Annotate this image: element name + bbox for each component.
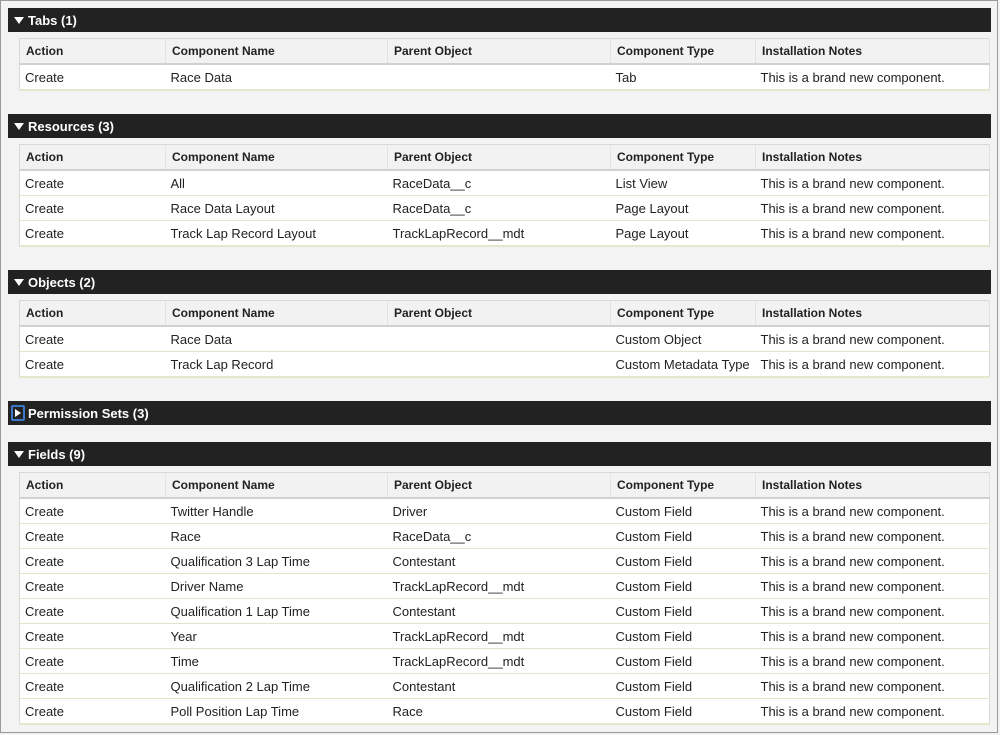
components-table-tabs xyxy=(19,38,990,91)
expand-triangle-icon[interactable] xyxy=(8,401,26,425)
table-row xyxy=(20,498,990,524)
component-name-cell: Race xyxy=(166,524,388,549)
table-header-row xyxy=(20,301,990,327)
action-cell: Create xyxy=(20,699,166,725)
collapse-triangle-icon[interactable] xyxy=(8,8,26,32)
action-cell: Create xyxy=(20,352,166,378)
section-header-objects[interactable] xyxy=(8,270,991,294)
component-name-cell: Time xyxy=(166,649,388,674)
parent-object-cell: Race xyxy=(388,699,611,725)
table-row xyxy=(20,524,990,549)
table-header-row xyxy=(20,145,990,171)
action-cell: Create xyxy=(20,498,166,524)
parent-object-cell: RaceData__c xyxy=(388,196,611,221)
parent-object-header: Parent Object xyxy=(388,39,611,65)
table-row xyxy=(20,326,990,352)
component-type-header: Component Type xyxy=(611,145,756,171)
parent-object-header: Parent Object xyxy=(388,473,611,499)
component-type-cell: Custom Field xyxy=(611,498,756,524)
component-name-cell: Qualification 2 Lap Time xyxy=(166,674,388,699)
component-type-cell: Custom Field xyxy=(611,549,756,574)
component-type-cell: Custom Field xyxy=(611,574,756,599)
section-title: Objects (2) xyxy=(28,274,96,290)
component-name-cell: Year xyxy=(166,624,388,649)
parent-object-cell: TrackLapRecord__mdt xyxy=(388,221,611,247)
section-title: Fields (9) xyxy=(28,446,86,462)
table-row xyxy=(20,624,990,649)
component-name-header: Component Name xyxy=(166,39,388,65)
parent-object-cell: Contestant xyxy=(388,549,611,574)
action-cell: Create xyxy=(20,196,166,221)
component-name-cell: All xyxy=(166,170,388,196)
components-table-fields xyxy=(19,472,990,725)
action-header: Action xyxy=(20,39,166,65)
installation-notes-header: Installation Notes xyxy=(756,301,990,327)
component-type-header: Component Type xyxy=(611,39,756,65)
component-type-cell: Page Layout xyxy=(611,221,756,247)
action-cell: Create xyxy=(20,674,166,699)
installation-notes-cell: This is a brand new component. xyxy=(756,498,990,524)
component-type-header: Component Type xyxy=(611,473,756,499)
components-table-resources xyxy=(19,144,990,247)
component-name-cell: Race Data xyxy=(166,64,388,90)
parent-object-cell: RaceData__c xyxy=(388,524,611,549)
component-name-cell: Qualification 3 Lap Time xyxy=(166,549,388,574)
component-name-cell: Qualification 1 Lap Time xyxy=(166,599,388,624)
component-type-cell: Page Layout xyxy=(611,196,756,221)
action-cell: Create xyxy=(20,524,166,549)
table-row xyxy=(20,64,990,90)
component-type-cell: List View xyxy=(611,170,756,196)
section-fields xyxy=(8,442,991,725)
parent-object-cell: TrackLapRecord__mdt xyxy=(388,624,611,649)
installation-notes-cell: This is a brand new component. xyxy=(756,524,990,549)
installation-notes-cell: This is a brand new component. xyxy=(756,196,990,221)
component-type-cell: Custom Field xyxy=(611,524,756,549)
section-permission-sets xyxy=(8,401,991,425)
parent-object-cell xyxy=(388,64,611,90)
section-tabs xyxy=(8,8,991,91)
action-cell: Create xyxy=(20,574,166,599)
collapse-triangle-icon[interactable] xyxy=(8,442,26,466)
action-cell: Create xyxy=(20,549,166,574)
action-cell: Create xyxy=(20,649,166,674)
table-row xyxy=(20,599,990,624)
action-cell: Create xyxy=(20,221,166,247)
table-row xyxy=(20,699,990,725)
table-row xyxy=(20,674,990,699)
action-cell: Create xyxy=(20,599,166,624)
component-name-cell: Track Lap Record Layout xyxy=(166,221,388,247)
table-row xyxy=(20,221,990,247)
component-name-header: Component Name xyxy=(166,473,388,499)
table-row xyxy=(20,549,990,574)
installation-notes-header: Installation Notes xyxy=(756,145,990,171)
section-header-permission-sets[interactable] xyxy=(8,401,991,425)
parent-object-cell: RaceData__c xyxy=(388,170,611,196)
table-row xyxy=(20,649,990,674)
installation-notes-cell: This is a brand new component. xyxy=(756,549,990,574)
component-type-cell: Custom Field xyxy=(611,599,756,624)
component-name-cell: Driver Name xyxy=(166,574,388,599)
section-header-tabs[interactable] xyxy=(8,8,991,32)
components-table-objects xyxy=(19,300,990,378)
action-cell: Create xyxy=(20,326,166,352)
installation-notes-cell: This is a brand new component. xyxy=(756,599,990,624)
installation-notes-cell: This is a brand new component. xyxy=(756,674,990,699)
action-cell: Create xyxy=(20,624,166,649)
component-type-cell: Custom Metadata Type xyxy=(611,352,756,378)
component-type-cell: Custom Field xyxy=(611,624,756,649)
table-row xyxy=(20,170,990,196)
parent-object-header: Parent Object xyxy=(388,301,611,327)
table-header-row xyxy=(20,39,990,65)
installation-notes-cell: This is a brand new component. xyxy=(756,221,990,247)
component-type-cell: Custom Field xyxy=(611,674,756,699)
action-cell: Create xyxy=(20,170,166,196)
installation-notes-cell: This is a brand new component. xyxy=(756,352,990,378)
installation-notes-cell: This is a brand new component. xyxy=(756,699,990,725)
component-name-cell: Track Lap Record xyxy=(166,352,388,378)
component-type-cell: Custom Object xyxy=(611,326,756,352)
section-header-resources[interactable] xyxy=(8,114,991,138)
action-cell: Create xyxy=(20,64,166,90)
section-title: Tabs (1) xyxy=(28,12,77,28)
installation-notes-header: Installation Notes xyxy=(756,39,990,65)
parent-object-cell: Contestant xyxy=(388,674,611,699)
installation-notes-cell: This is a brand new component. xyxy=(756,64,990,90)
component-type-cell: Custom Field xyxy=(611,649,756,674)
component-type-cell: Tab xyxy=(611,64,756,90)
parent-object-cell: TrackLapRecord__mdt xyxy=(388,649,611,674)
parent-object-cell: Driver xyxy=(388,498,611,524)
table-row xyxy=(20,196,990,221)
table-header-row xyxy=(20,473,990,499)
component-type-header: Component Type xyxy=(611,301,756,327)
collapse-triangle-icon[interactable] xyxy=(8,270,26,294)
section-title: Permission Sets (3) xyxy=(28,405,149,421)
parent-object-cell: TrackLapRecord__mdt xyxy=(388,574,611,599)
parent-object-header: Parent Object xyxy=(388,145,611,171)
component-name-cell: Poll Position Lap Time xyxy=(166,699,388,725)
parent-object-cell xyxy=(388,326,611,352)
section-objects xyxy=(8,270,991,378)
collapse-triangle-icon[interactable] xyxy=(8,114,26,138)
table-row xyxy=(20,352,990,378)
action-header: Action xyxy=(20,473,166,499)
component-name-cell: Twitter Handle xyxy=(166,498,388,524)
component-name-cell: Race Data Layout xyxy=(166,196,388,221)
installation-notes-cell: This is a brand new component. xyxy=(756,624,990,649)
component-name-cell: Race Data xyxy=(166,326,388,352)
installation-notes-cell: This is a brand new component. xyxy=(756,574,990,599)
parent-object-cell xyxy=(388,352,611,378)
section-header-fields[interactable] xyxy=(8,442,991,466)
section-resources xyxy=(8,114,991,247)
installation-notes-cell: This is a brand new component. xyxy=(756,170,990,196)
installation-notes-cell: This is a brand new component. xyxy=(756,326,990,352)
parent-object-cell: Contestant xyxy=(388,599,611,624)
table-row xyxy=(20,574,990,599)
installation-notes-header: Installation Notes xyxy=(756,473,990,499)
section-title: Resources (3) xyxy=(28,118,114,134)
action-header: Action xyxy=(20,301,166,327)
component-name-header: Component Name xyxy=(166,145,388,171)
action-header: Action xyxy=(20,145,166,171)
installation-notes-cell: This is a brand new component. xyxy=(756,649,990,674)
component-type-cell: Custom Field xyxy=(611,699,756,725)
component-name-header: Component Name xyxy=(166,301,388,327)
